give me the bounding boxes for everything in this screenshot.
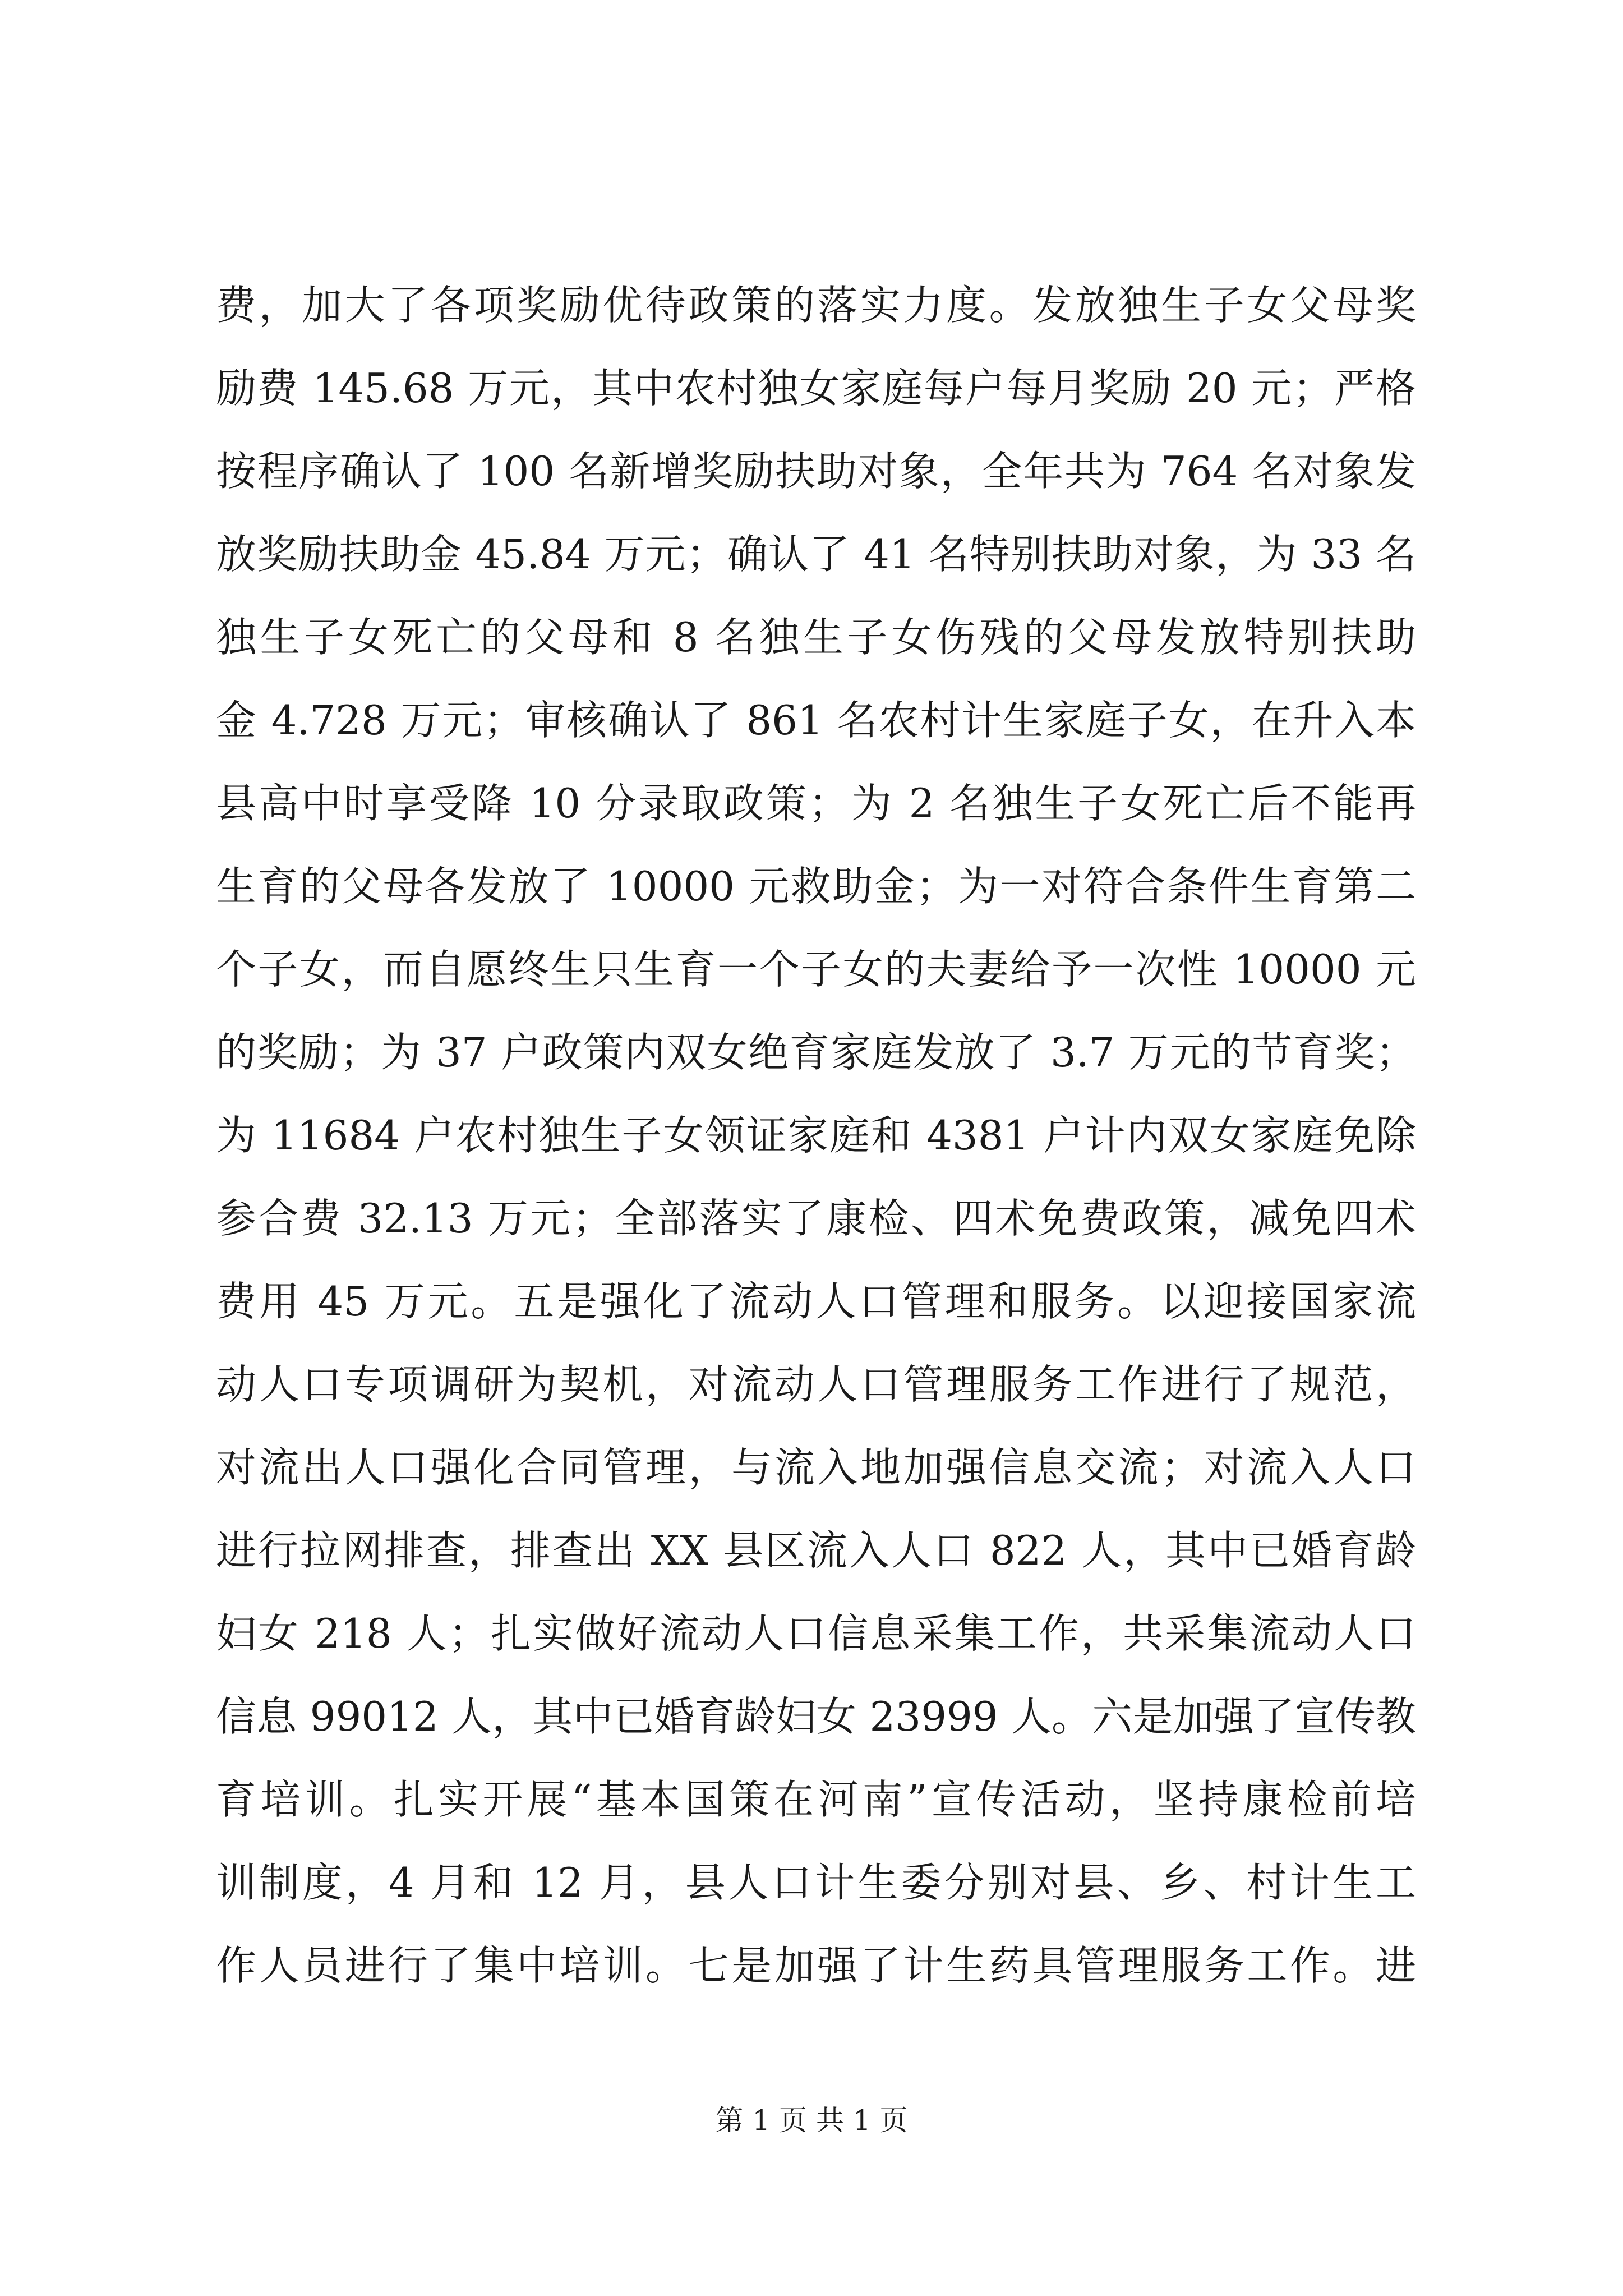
text-line: 生育的父母各发放了 10000 元救助金；为一对符合条件生育第二 xyxy=(216,863,1416,910)
text-line: 进行拉网排查，排查出 XX 县区流入人口 822 人，其中已婚育龄 xyxy=(216,1527,1416,1574)
body-paragraph xyxy=(216,264,1416,2007)
text-line: 动人口专项调研为契机，对流动人口管理服务工作进行了规范， xyxy=(216,1361,1416,1408)
text-line: 对流出人口强化合同管理，与流入地加强信息交流；对流入人口 xyxy=(216,1444,1416,1491)
page-footer: 第 1 页 共 1 页 xyxy=(715,2104,908,2137)
text-line: 的奖励；为 37 户政策内双女绝育家庭发放了 3.7 万元的节育奖； xyxy=(216,1029,1416,1076)
text-line: 妇女 218 人；扎实做好流动人口信息采集工作，共采集流动人口 xyxy=(216,1610,1416,1657)
text-line: 育培训。扎实开展“基本国策在河南”宣传活动，坚持康检前培 xyxy=(216,1776,1416,1823)
text-line: 参合费 32.13 万元；全部落实了康检、四术免费政策，减免四术 xyxy=(216,1195,1416,1242)
text-line: 费用 45 万元。五是强化了流动人口管理和服务。以迎接国家流 xyxy=(216,1278,1416,1325)
text-line: 为 11684 户农村独生子女领证家庭和 4381 户计内双女家庭免除 xyxy=(216,1112,1416,1159)
text-line: 费，加大了各项奖励优待政策的落实力度。发放独生子女父母奖 xyxy=(216,282,1416,329)
text-line: 金 4.728 万元；审核确认了 861 名农村计生家庭子女，在升入本 xyxy=(216,697,1416,744)
text-line: 按程序确认了 100 名新增奖励扶助对象，全年共为 764 名对象发 xyxy=(216,448,1416,495)
text-line: 独生子女死亡的父母和 8 名独生子女伤残的父母发放特别扶助 xyxy=(216,614,1416,661)
text-line: 放奖励扶助金 45.84 万元；确认了 41 名特别扶助对象，为 33 名 xyxy=(216,531,1416,578)
text-line: 县高中时享受降 10 分录取政策；为 2 名独生子女死亡后不能再 xyxy=(216,780,1416,827)
text-line: 信息 99012 人，其中已婚育龄妇女 23999 人。六是加强了宣传教 xyxy=(216,1693,1416,1740)
text-line: 训制度，4 月和 12 月，县人口计生委分别对县、乡、村计生工 xyxy=(216,1859,1416,1906)
text-line: 励费 145.68 万元，其中农村独女家庭每户每月奖励 20 元；严格 xyxy=(216,365,1416,412)
text-line: 个子女，而自愿终生只生育一个子女的夫妻给予一次性 10000 元 xyxy=(216,946,1416,993)
text-line: 作人员进行了集中培训。七是加强了计生药具管理服务工作。进 xyxy=(216,1942,1416,1989)
